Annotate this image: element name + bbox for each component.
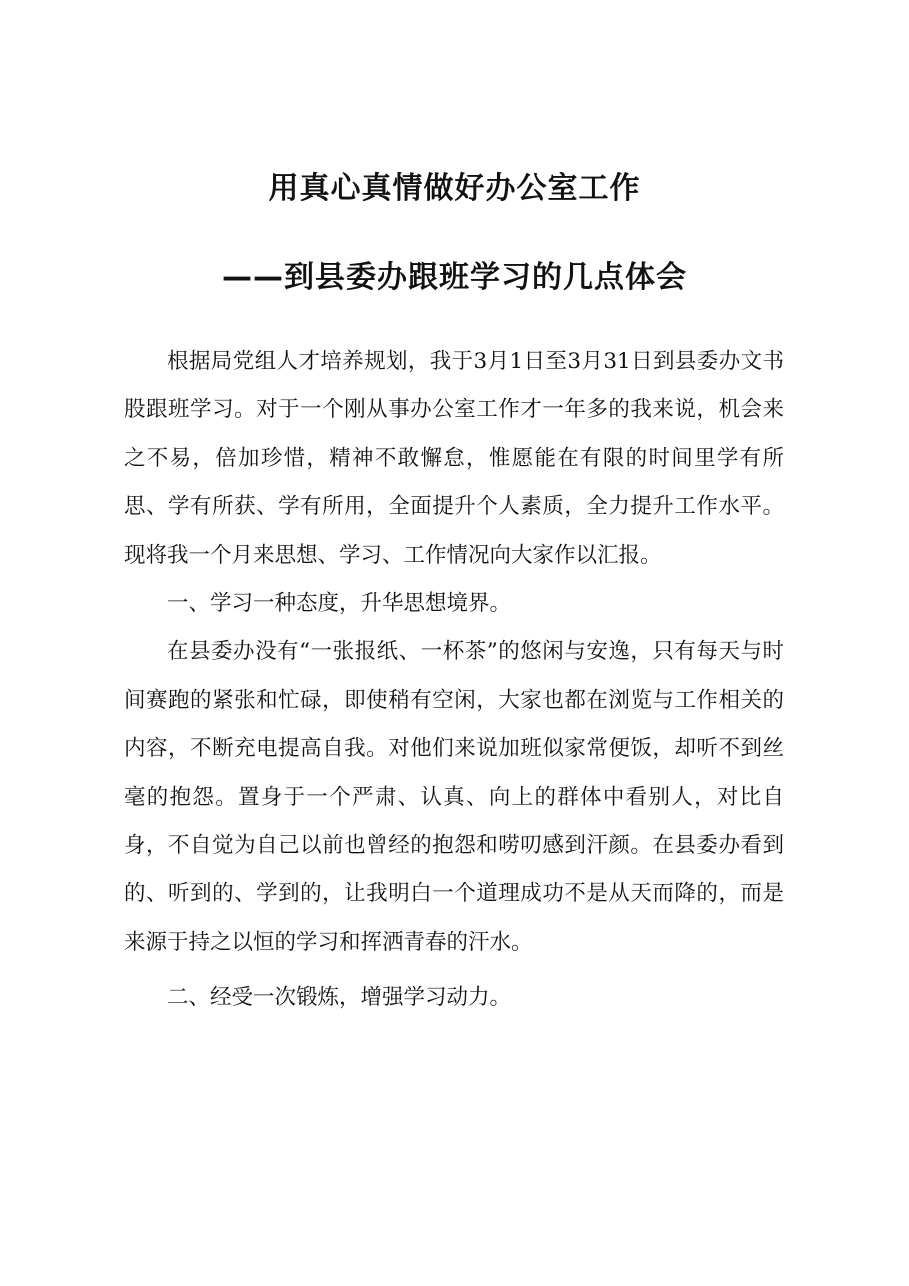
paragraph-intro: 根据局党组人才培养规划，我于3月1日至3月31日到县委办文书股跟班学习。对于一个刚从事办公室工作才一年多的我来说，机会来之不易，倍加珍惜，精神不敢懈怠，惟愿能在有限的时间里学有所思、学有所获、学有所用，全面提升个人素质，全力提升工作水平。现将我一个月来思想、学习、工作情况向大家作以汇报。	[124, 349, 784, 568]
document-subtitle: ——到县委办跟班学习的几点体会	[222, 260, 687, 295]
document-title: 用真心真情做好办公室工作	[268, 171, 641, 206]
section-heading-2: 二、经受一次锻炼，增强学习动力。	[167, 985, 512, 1011]
document-body	[124, 338, 784, 1023]
section-heading-1: 一、学习一种态度，升华思想境界。	[167, 591, 512, 617]
paragraph-section-1: 在县委办没有“一张报纸、一杯茶”的悠闲与安逸，只有每天与时间赛跑的紧张和忙碌，即使稍有空闲，大家也都在浏览与工作相关的内容，不断充电提高自我。对他们来说加班似家常便饭，却听不到丝毫的抱怨。置身于一个严肃、认真、向上的群体中看别人，对比自身，不自觉为自己以前也曾经的抱怨和唠叨感到汗颜。在县委办看到的、听到的、学到的，让我明白一个道理成功不是从天而降的，而是来源于持之以恒的学习和挥洒青春的汗水。	[124, 639, 784, 955]
